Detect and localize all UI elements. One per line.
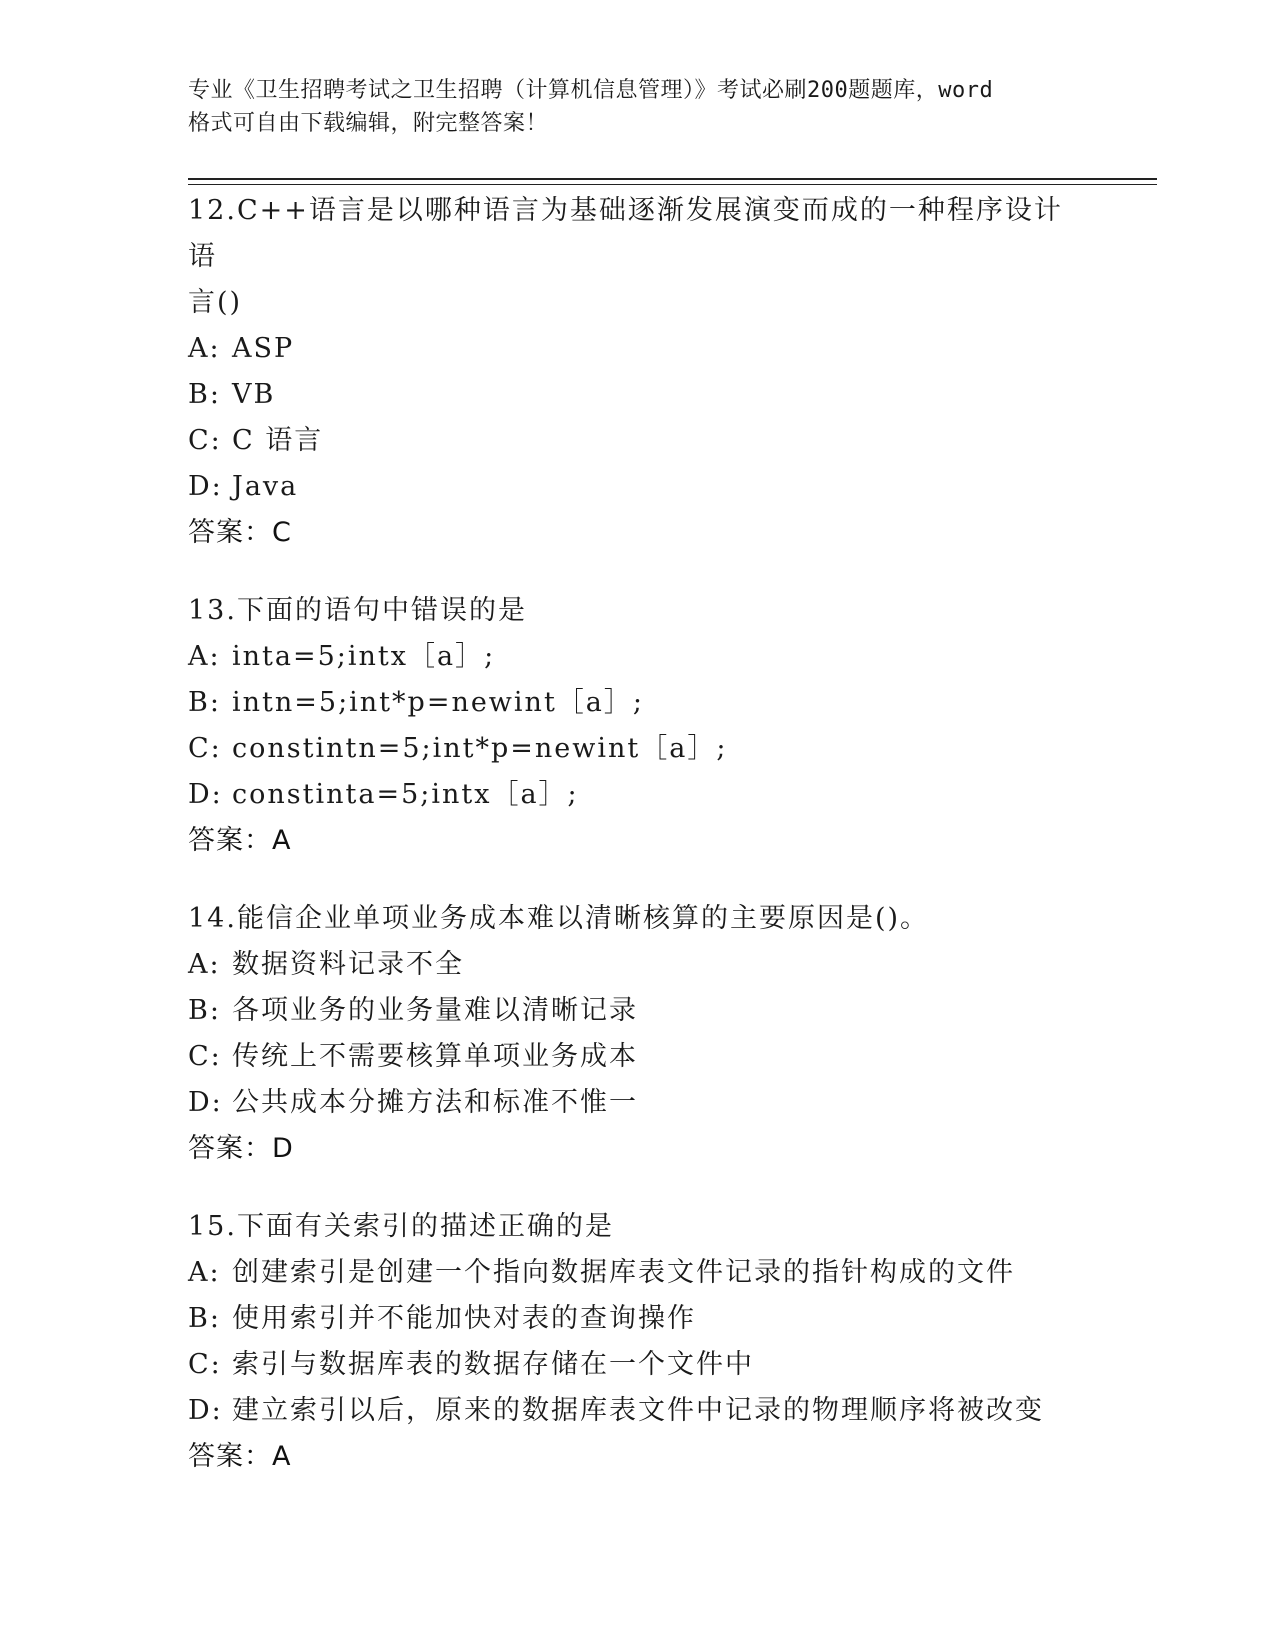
- option-text: 创建索引是创建一个指向数据库表文件记录的指针构成的文件: [232, 1257, 1015, 1288]
- question-13: [188, 588, 1088, 864]
- option-text: VB: [232, 379, 276, 410]
- option-c: [188, 1342, 1088, 1388]
- question-stem: 12.C++语言是以哪种语言为基础逐渐发展演变而成的一种程序设计语: [188, 195, 1063, 272]
- option-text: 索引与数据库表的数据存储在一个文件中: [232, 1349, 754, 1380]
- option-a: [188, 326, 1088, 372]
- option-key: A:: [188, 333, 221, 364]
- option-key: A:: [188, 1257, 221, 1288]
- question-stem: 15.下面有关索引的描述正确的是: [188, 1211, 614, 1242]
- option-text: constinta=5;intx［a］;: [232, 779, 579, 810]
- option-c: [188, 1034, 1088, 1080]
- option-text: 建立索引以后，原来的数据库表文件中记录的物理顺序将被改变: [232, 1395, 1044, 1426]
- option-text: 传统上不需要核算单项业务成本: [232, 1041, 638, 1072]
- option-key: A:: [188, 949, 221, 980]
- answer-line: 答案：C: [188, 517, 292, 548]
- question-list: [188, 188, 1088, 1512]
- question-14: [188, 896, 1088, 1172]
- option-d: [188, 1388, 1088, 1434]
- option-key: C:: [188, 1041, 222, 1072]
- option-text: C 语言: [232, 425, 324, 456]
- option-key: B:: [188, 1303, 221, 1334]
- option-key: D:: [188, 1395, 223, 1426]
- option-text: inta=5;intx［a］;: [232, 641, 496, 672]
- option-d: [188, 772, 1088, 818]
- option-key: C:: [188, 1349, 222, 1380]
- question-stem: 14.能信企业单项业务成本难以清晰核算的主要原因是()。: [188, 903, 930, 934]
- option-d: [188, 1080, 1088, 1126]
- option-c: [188, 418, 1088, 464]
- option-text: 使用索引并不能加快对表的查询操作: [232, 1303, 696, 1334]
- header-divider-thick: [188, 178, 1157, 180]
- question-stem-continued: 言(): [188, 287, 243, 318]
- option-b: [188, 680, 1088, 726]
- question-12: [188, 188, 1088, 556]
- option-b: [188, 988, 1088, 1034]
- option-text: 公共成本分摊方法和标准不惟一: [232, 1087, 638, 1118]
- option-text: ASP: [232, 333, 295, 364]
- option-b: [188, 372, 1088, 418]
- document-header: [188, 74, 1088, 140]
- option-c: [188, 726, 1088, 772]
- header-line-2: 格式可自由下载编辑，附完整答案！: [188, 111, 549, 136]
- option-a: [188, 1250, 1088, 1296]
- option-a: [188, 942, 1088, 988]
- option-key: D:: [188, 1087, 223, 1118]
- option-text: constintn=5;int*p=newint［a］;: [232, 733, 728, 764]
- header-divider-thin: [188, 184, 1157, 185]
- option-text: intn=5;int*p=newint［a］;: [232, 687, 644, 718]
- option-key: B:: [188, 687, 221, 718]
- question-stem: 13.下面的语句中错误的是: [188, 595, 527, 626]
- answer-line: 答案：A: [188, 1441, 292, 1472]
- option-key: C:: [188, 733, 222, 764]
- option-key: D:: [188, 779, 223, 810]
- option-b: [188, 1296, 1088, 1342]
- answer-line: 答案：D: [188, 1133, 294, 1164]
- option-text: 各项业务的业务量难以清晰记录: [232, 995, 638, 1026]
- option-text: Java: [232, 471, 299, 502]
- option-key: A:: [188, 641, 221, 672]
- option-a: [188, 634, 1088, 680]
- option-key: B:: [188, 379, 221, 410]
- question-15: [188, 1204, 1088, 1480]
- option-key: B:: [188, 995, 221, 1026]
- option-text: 数据资料记录不全: [232, 949, 464, 980]
- option-d: [188, 464, 1088, 510]
- option-key: D:: [188, 471, 223, 502]
- option-key: C:: [188, 425, 222, 456]
- answer-line: 答案：A: [188, 825, 292, 856]
- header-line-1: 专业《卫生招聘考试之卫生招聘（计算机信息管理）》考试必刷200题题库，word: [188, 78, 994, 103]
